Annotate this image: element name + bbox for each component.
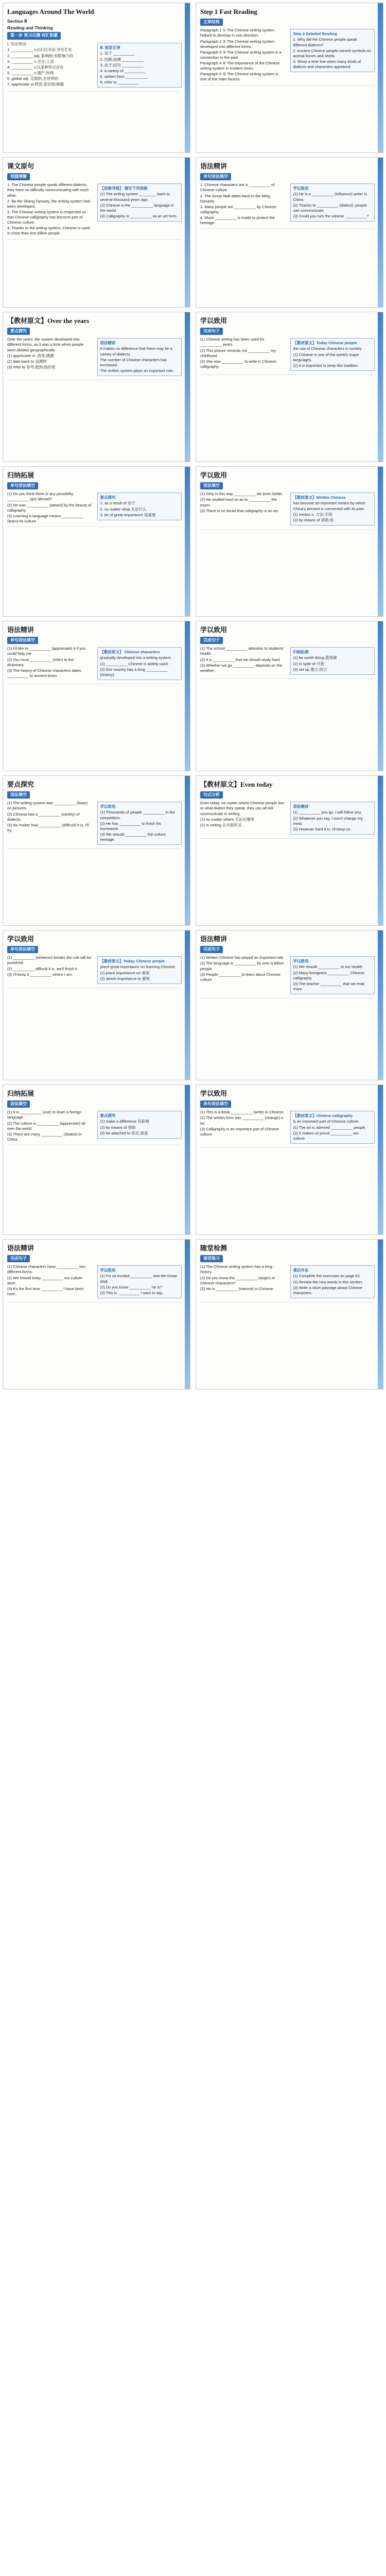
exercise-line: (1) The art is admired __________ people. xyxy=(293,1125,366,1130)
left-column xyxy=(7,646,92,682)
exercise-line: (2) He has __________ to finish his homework. xyxy=(100,821,161,831)
exercise-line: (3) However hard it is, I'll keep on. xyxy=(293,826,352,832)
exercise-line: the use of Chinese characters in society xyxy=(293,346,362,351)
slide-content xyxy=(7,161,182,304)
right-column xyxy=(290,1264,375,1300)
exercise-box xyxy=(97,1111,182,1139)
slide xyxy=(3,312,190,462)
slide xyxy=(196,775,383,926)
slide xyxy=(3,1239,190,1389)
slide-content xyxy=(7,1088,182,1231)
text-line: (2) This picture reminds me __________ my childhood. xyxy=(200,348,276,358)
right-column xyxy=(290,27,375,82)
block-label: 完成句子 xyxy=(200,637,223,645)
text-line: 1. The Chinese people speak different dialects, they have no difficulty communicating with each other. xyxy=(7,182,89,198)
text-line: (3) I'll keep it __________ where I am. xyxy=(7,972,73,977)
exercise-line: (1) Complete the exercises on page 62. xyxy=(293,1274,361,1279)
slide xyxy=(3,466,190,617)
text-line: (3) It's the first time __________ I have been here. xyxy=(7,1286,84,1296)
slide xyxy=(196,1084,383,1235)
text-line: (1) Do you think there is any possibility __________ (go) abroad? xyxy=(7,492,74,502)
slide-content xyxy=(200,1088,375,1231)
exercise-line: (2) attach importance to 重视 xyxy=(100,976,150,981)
divider xyxy=(200,838,375,839)
slide xyxy=(3,157,190,308)
right-column xyxy=(97,41,182,89)
exercise-line: (2) Whatever you say, I won't change my mind. xyxy=(293,816,363,826)
slide xyxy=(196,3,383,153)
slide-content xyxy=(7,779,182,922)
block-label: 文章结构 xyxy=(200,19,223,26)
text-line: (2) The written form has __________ (change) a lot. xyxy=(200,1115,284,1126)
text-line: (1) The writing system was __________ (base) on pictures. xyxy=(7,801,88,811)
exercise-box xyxy=(97,183,182,222)
divider xyxy=(7,91,182,92)
exercise-line: (2) Thanks to __________ (dialect), people can communicate. xyxy=(293,202,367,213)
text-line: (1) The school __________ attention to students' health. xyxy=(200,646,284,656)
slide-content xyxy=(200,934,375,1077)
slide-title: 学以致用 xyxy=(200,626,227,634)
left-column xyxy=(200,1264,285,1300)
exercise-line: It makes no difference that there may be a variety of dialects. xyxy=(100,346,172,357)
exercise-box xyxy=(97,338,182,376)
text-line: (2) Chinese has a __________ (variety) of dialects. xyxy=(7,811,80,822)
text-line: Ⅰ. 写出单词 xyxy=(7,42,26,47)
exercise-line: 要点探究 xyxy=(100,495,116,500)
slide-title: 【教材原文】Over the years xyxy=(7,317,90,325)
slide-content xyxy=(200,6,375,149)
right-column xyxy=(97,955,182,986)
left-column xyxy=(200,491,285,527)
text-line: (2) Do you know the __________ (origin) of Chinese characters? xyxy=(200,1275,275,1285)
text-line: 4. Thanks to the writing system, Chinese is used in more than one billion people. xyxy=(7,226,90,236)
left-column xyxy=(7,41,92,89)
exercise-line: (1) Thousands of people __________ in the competition. xyxy=(100,810,175,820)
exercise-line: (1) be worth doing 值得做 xyxy=(293,655,337,660)
left-column xyxy=(7,182,92,236)
slide xyxy=(3,1084,190,1235)
text-line: (2) It is __________ that we should study hard. xyxy=(200,657,281,662)
exercise-line: 【教材原文】Today, Chinese people xyxy=(100,959,165,964)
text-line: (2) __________ difficult it is, we'll finish it. xyxy=(7,966,78,971)
block-label: 完成句子 xyxy=(200,946,223,954)
exercise-line: 【思维导图】 填写下列表格 xyxy=(100,186,148,191)
exercise-line: 学以致用 xyxy=(100,1268,116,1273)
block-label: 语篇理解 xyxy=(7,173,30,181)
slide xyxy=(196,930,383,1080)
exercise-line: The number of Chinese characters has increased. xyxy=(100,357,167,367)
text-line: (3) The history of Chinese characters dates __________ to ancient times. xyxy=(7,668,81,678)
slide-content xyxy=(200,315,375,459)
slide xyxy=(196,621,383,771)
slide xyxy=(3,3,190,153)
text-line: Paragraph 4 ④ The importance of the Chinese writing system in modern times. xyxy=(200,61,280,71)
block-label: 单句语法填空 xyxy=(200,173,231,181)
slide-title: 要点探究 xyxy=(7,781,34,788)
exercise-line: (2) in spite of 尽管 xyxy=(293,661,324,666)
text-line: 1. Chinese characters are a __________ of Chinese culture. xyxy=(200,182,275,193)
text-line: (2) You must __________ (refer) to the dictionary. xyxy=(7,657,74,667)
exercise-box xyxy=(290,338,375,371)
left-column xyxy=(7,336,92,378)
exercise-line: has become an important means by which China's present is connected with its past. xyxy=(293,501,365,511)
left-column xyxy=(7,491,92,524)
slide-title: 学以致用 xyxy=(7,935,34,943)
right-column xyxy=(290,182,375,226)
slide xyxy=(196,157,383,308)
left-column xyxy=(200,27,285,82)
exercise-line: (3) set up 建立;创立 xyxy=(293,667,327,672)
exercise-line: 3. 由于;因为 __________ xyxy=(100,62,144,67)
left-column xyxy=(200,800,285,836)
slide-content xyxy=(7,1243,182,1386)
slide-content xyxy=(7,470,182,613)
exercise-line: (3) Write a short passage about Chinese characters. xyxy=(293,1285,363,1295)
right-column xyxy=(290,336,375,372)
slide-columns xyxy=(7,1109,182,1143)
text-line: 3. Many people are __________ by Chinese calligraphy. xyxy=(200,204,276,214)
slide-content xyxy=(200,624,375,768)
exercise-line: 语法精讲 xyxy=(100,341,116,346)
exercise-line: 课后作业 xyxy=(293,1268,309,1273)
text-line: (1) It is __________ (use) to learn a foreign language. xyxy=(7,1110,82,1120)
slide-content xyxy=(7,624,182,768)
exercise-line: 2. 回顾;追溯 __________ xyxy=(100,57,144,62)
exercise-line: (3) We should __________ the culture heritage. xyxy=(100,832,166,842)
slide-columns xyxy=(200,491,375,527)
left-column xyxy=(7,1264,92,1300)
slide-columns xyxy=(200,182,375,226)
slide-title: 语法精讲 xyxy=(200,162,227,170)
exercise-line: (2) Many foreigners __________ Chinese calligraphy. xyxy=(293,970,364,980)
text-line: 2. __________ adj. 影响的;有影响力的 xyxy=(7,53,74,58)
left-column xyxy=(200,955,285,996)
slide-content xyxy=(7,934,182,1077)
right-column xyxy=(290,1109,375,1145)
slide-section: Section Ⅱ xyxy=(7,18,27,24)
slide xyxy=(196,312,383,462)
slide-title: 语法精讲 xyxy=(7,626,34,634)
divider xyxy=(200,228,375,229)
block-label: 句式分析 xyxy=(200,791,223,799)
slide-columns xyxy=(200,1109,375,1145)
exercise-line: 1. as a result of 由于 xyxy=(100,501,135,506)
text-line: (2) date back to 追溯到 xyxy=(7,359,47,364)
text-line: (1) __________ (whoever) breaks the rule will be punished. xyxy=(7,955,92,965)
text-line: Paragraph 1 ① The Chinese writing system helped to develop in one direction. xyxy=(200,28,275,38)
text-line: (3) refer to 参考;提到;指的是 xyxy=(7,364,56,369)
exercise-box xyxy=(290,647,375,675)
text-line: (1) This is a book __________ (write) in Chinese. xyxy=(200,1110,285,1115)
left-column xyxy=(200,1109,285,1145)
block-label: 第一步 预习自测 词汇积累 xyxy=(7,32,61,40)
slide-subtitle: Reading and Thinking xyxy=(7,25,53,31)
slide-title: 学以致用 xyxy=(200,471,227,479)
exercise-line: (3) Could you turn the volume __________? xyxy=(293,213,369,218)
slide xyxy=(196,1239,383,1389)
slide-columns xyxy=(7,41,182,89)
block-label: 单句语法填空 xyxy=(7,637,38,645)
left-column xyxy=(200,336,285,372)
exercise-line: (3) be attached to 依恋;喜爱 xyxy=(100,1130,148,1136)
exercise-line: place great importance on learning Chinese. xyxy=(100,964,176,970)
right-column xyxy=(290,646,375,676)
text-line: (1) Written Chinese has played an important role. xyxy=(200,955,285,960)
text-line: Even today, no matter where Chinese people live or what dialect they speak, they can all still communicate in writing. xyxy=(200,801,284,816)
exercise-line: 【教材原文】 Chinese characters xyxy=(100,650,160,655)
slide xyxy=(3,930,190,1080)
text-line: Over the years, the system developed into different forms, as it was a time when people were divided geographically. xyxy=(7,337,84,352)
right-column xyxy=(97,1109,182,1143)
exercise-box xyxy=(290,183,375,222)
slide-title: 归纳拓展 xyxy=(7,471,34,479)
exercise-line: (2) Review the new words in this section. xyxy=(293,1279,363,1284)
slide-title: 语法精讲 xyxy=(200,935,227,943)
text-line: (1) The Chinese writing system has a long history. xyxy=(200,1264,272,1275)
slide-columns xyxy=(7,800,182,846)
text-line: (3) Calligraphy is an important part of Chinese culture. xyxy=(200,1126,279,1137)
exercise-line: 1. Why did the Chinese people speak different dialects? xyxy=(293,37,357,47)
slide-columns xyxy=(7,336,182,378)
slide-title: Step 1 Fast Reading xyxy=(200,8,257,15)
text-line: (3) There is no doubt that calligraphy is an art. xyxy=(200,508,279,513)
slide-columns xyxy=(200,800,375,836)
slide-content xyxy=(200,470,375,613)
text-line: (1) Chinese characters have __________ into different forms. xyxy=(7,1264,86,1275)
exercise-line: 2. no matter what 无论什么 xyxy=(100,506,147,512)
divider xyxy=(200,1147,375,1148)
exercise-line: 【教材原文】Chinese calligraphy xyxy=(293,1113,353,1118)
block-label: 语法填空 xyxy=(200,482,223,490)
slide-content xyxy=(200,161,375,304)
text-line: 7. appreciate vt.欣赏;意识到;感激 xyxy=(7,82,64,87)
exercise-line: (1) place importance on 重视 xyxy=(100,970,150,975)
slide xyxy=(3,621,190,771)
text-line: 2. The Great Wall dates back to the Ming Dynasty. xyxy=(200,193,270,204)
exercise-line: (1) We should __________ to our health. xyxy=(293,964,363,970)
exercise-line: (1) Chinese is one of the world's major languages. xyxy=(293,352,359,362)
text-line: (3) There are many __________ (dialect) in China. xyxy=(7,1131,82,1142)
text-line: 5. __________ n.遗产;传统 xyxy=(7,70,54,75)
exercise-line: (3) Calligraphy is __________ as an art form. xyxy=(100,213,178,218)
exercise-box xyxy=(290,493,375,526)
block-label: 单句语法填空 xyxy=(7,946,38,954)
exercise-box xyxy=(97,956,182,984)
text-line: (1) I'd like to __________ (appreciate) it if you could help me. xyxy=(7,646,86,656)
slide-columns xyxy=(200,646,375,676)
text-line: (3) People __________ to learn about Chinese culture. xyxy=(200,972,280,982)
block-label: 单句语法填空 xyxy=(200,1100,231,1108)
left-column xyxy=(200,182,285,226)
divider xyxy=(200,85,375,86)
text-line: Paragraph 5 ⑤ The Chinese writing system is one of the main factors. xyxy=(200,72,278,82)
exercise-line: 6. refer to __________ xyxy=(100,80,139,85)
slide-title: 语法精讲 xyxy=(7,1244,34,1252)
exercise-line: 语法精讲 xyxy=(293,804,309,809)
exercise-line: (2) Do you know __________ he is? xyxy=(100,1284,162,1290)
text-line: (2) The language is __________ by over a billion people. xyxy=(200,961,284,971)
left-column xyxy=(7,800,92,846)
divider xyxy=(200,529,375,530)
exercise-line: Ⅱ. 短语互译 xyxy=(100,45,120,50)
slide-columns xyxy=(7,491,182,524)
slide-columns xyxy=(200,336,375,372)
text-line: (1) Only in this way __________ we learn better. xyxy=(200,492,283,497)
exercise-line: (2) Chinese is the __________ language in the world. xyxy=(100,202,174,213)
exercise-line: is an important part of Chinese culture. xyxy=(293,1119,360,1124)
slide-content xyxy=(7,6,182,149)
exercise-line: (3) This is __________ I want to say. xyxy=(100,1290,163,1295)
slide-columns xyxy=(7,646,182,682)
exercise-line: (2) Our country has a long __________ (history). xyxy=(100,667,168,677)
exercise-box xyxy=(290,1111,375,1144)
right-column xyxy=(97,336,182,378)
right-column xyxy=(97,182,182,236)
slide-title: 课文原句 xyxy=(7,162,34,170)
exercise-line: 归纳拓展 xyxy=(293,650,309,655)
slide xyxy=(3,775,190,926)
text-line: (2) He was __________ (attract) by the beauty of calligraphy. xyxy=(7,502,92,513)
exercise-box xyxy=(97,1265,182,1298)
block-label: 要点探究 xyxy=(7,328,30,335)
slide-columns xyxy=(7,182,182,236)
exercise-box xyxy=(97,647,182,680)
block-label: 完成句子 xyxy=(200,328,223,335)
exercise-line: 要点探究 xyxy=(100,1113,116,1118)
right-column xyxy=(290,491,375,527)
right-column xyxy=(97,646,182,682)
slide-title: Languages Around The World xyxy=(7,8,94,15)
right-column xyxy=(290,800,375,836)
text-line: (2) The culture is __________ (appreciate) all over the world. xyxy=(7,1121,85,1131)
text-line: 3. The Chinese writing system is respected so that Chinese calligraphy has become part of Chinese culture. xyxy=(7,209,86,225)
exercise-line: 【教材原文】Today Chinese people xyxy=(293,341,357,346)
text-line: (2) He studied hard so as to __________ the exam. xyxy=(200,497,277,507)
block-label: 单句语法填空 xyxy=(7,482,38,490)
exercise-line: (1) __________ you go, I will follow you. xyxy=(293,810,362,815)
exercise-box xyxy=(290,29,375,72)
slide-columns xyxy=(7,955,182,986)
text-line: 6. global adj. 全球的;全世界的 xyxy=(7,76,59,81)
slide-title: 随堂检测 xyxy=(200,1244,227,1252)
exercise-line: (1) make a difference 有影响 xyxy=(100,1119,149,1124)
exercise-line: The written system plays an important role. xyxy=(100,368,174,373)
exercise-line: (2) by means of 借助 xyxy=(100,1125,136,1130)
slide xyxy=(196,466,383,617)
text-line: (2) We should keep __________ our culture alive. xyxy=(7,1275,83,1285)
slide-columns xyxy=(7,1264,182,1300)
left-column xyxy=(7,955,92,986)
exercise-line: 4. a variety of __________ xyxy=(100,68,146,73)
block-label: 课堂练习 xyxy=(200,1255,223,1263)
exercise-box xyxy=(290,956,375,994)
text-line: (2) in writing 以书面形式 xyxy=(200,822,242,827)
exercise-line: 学以致用 xyxy=(100,804,116,809)
exercise-line: 5. written form __________ xyxy=(100,74,147,79)
exercise-line: (2) It is important to keep this tradition. xyxy=(293,363,359,368)
block-label: 完成句子 xyxy=(7,1255,30,1263)
text-line: 4. __________ v.以某种形式存在 xyxy=(7,64,64,70)
exercise-line: (1) The writing system ________ back to several thousand years ago. xyxy=(100,192,170,202)
exercise-line: (3) The teacher __________ that we read more. xyxy=(293,981,364,991)
exercise-line: (1) I'm so excited __________ visit the Great Wall. xyxy=(100,1274,177,1284)
exercise-line: 学以致用 xyxy=(293,186,309,191)
block-label: 语法填空 xyxy=(7,1100,30,1108)
text-line: (3) He is __________ (interest) in Chinese. xyxy=(200,1286,274,1291)
right-column xyxy=(290,955,375,996)
exercise-box xyxy=(290,802,375,835)
text-line: (3) She was __________ to write in Chinese calligraphy. xyxy=(200,359,276,369)
exercise-line: 3. be of great importance 很重要 xyxy=(100,512,156,517)
exercise-line: (1) __________ Chinese is widely used. xyxy=(100,661,169,666)
slide-columns xyxy=(200,27,375,82)
text-line: (3) No matter how __________ (difficult) it is, I'll try. xyxy=(7,822,89,833)
exercise-line: 2. Ancient Chinese people carved symbols on animal bones and shells. xyxy=(293,48,372,58)
exercise-line: (2) by means of 借助;用 xyxy=(293,517,334,522)
exercise-line: 学以致用 xyxy=(293,959,309,964)
exercise-line: 3. Show a time line when many kinds of dialects and characters appeared. xyxy=(293,59,361,70)
left-column xyxy=(7,1109,92,1143)
text-line: (3) Whether we go __________ depends on the weather. xyxy=(200,663,283,673)
right-column xyxy=(97,491,182,524)
text-line: (1) Chinese writing has been used for __________ years. xyxy=(200,337,265,347)
exercise-box xyxy=(290,1265,375,1298)
text-line: (1) appreciate vt. 欣赏;感激 xyxy=(7,353,54,358)
slide-columns xyxy=(200,1264,375,1300)
exercise-line: (2) It makes us proud __________ our culture. xyxy=(293,1130,359,1141)
text-line: 4. Much __________ is made to protect the heritage. xyxy=(200,215,275,226)
slide-title: 学以致用 xyxy=(200,317,227,325)
text-line: (1) no matter where 无论在哪里 xyxy=(200,817,255,822)
divider xyxy=(7,239,182,240)
text-line: (3) Learning a language means __________ (learn) its culture. xyxy=(7,513,84,523)
text-line: Paragraph 2 ② The Chinese writing system developed into different forms. xyxy=(200,39,275,49)
slide-content xyxy=(200,779,375,922)
slide-content xyxy=(7,315,182,459)
exercise-line: (1) He is a __________ (influence) writer in China. xyxy=(293,192,367,202)
text-line: 3. __________ n.方言;土话 xyxy=(7,59,54,64)
exercise-line: (1) means n. 方法;手段 xyxy=(293,512,332,517)
slide-columns xyxy=(200,955,375,996)
slide-title: 学以致用 xyxy=(200,1090,227,1097)
right-column xyxy=(97,1264,182,1300)
exercise-line: 1. 用于 __________ xyxy=(100,51,135,56)
exercise-line: Step 2 Detailed Reading xyxy=(293,31,337,37)
exercise-box xyxy=(97,802,182,845)
text-line: 2. By the Shang Dynasty, the writing system had been developed. xyxy=(7,198,90,209)
slide-title: 【教材原文】Even today xyxy=(200,781,273,788)
exercise-box xyxy=(97,43,182,88)
exercise-line: gradually developed into a writing system. xyxy=(100,655,172,660)
exercise-box xyxy=(97,493,182,520)
block-label: 语法填空 xyxy=(7,791,30,799)
slide-content xyxy=(200,1243,375,1386)
slide-title: 归纳拓展 xyxy=(7,1090,34,1097)
text-line: Paragraph 3 ③ The Chinese writing system is a connection to the past. xyxy=(200,49,282,60)
right-column xyxy=(97,800,182,846)
text-line: 1. __________ n.(汉字)书法;书写艺术 xyxy=(7,47,72,53)
exercise-line: 【教材原文】Written Chinese xyxy=(293,495,346,500)
left-column xyxy=(200,646,285,676)
